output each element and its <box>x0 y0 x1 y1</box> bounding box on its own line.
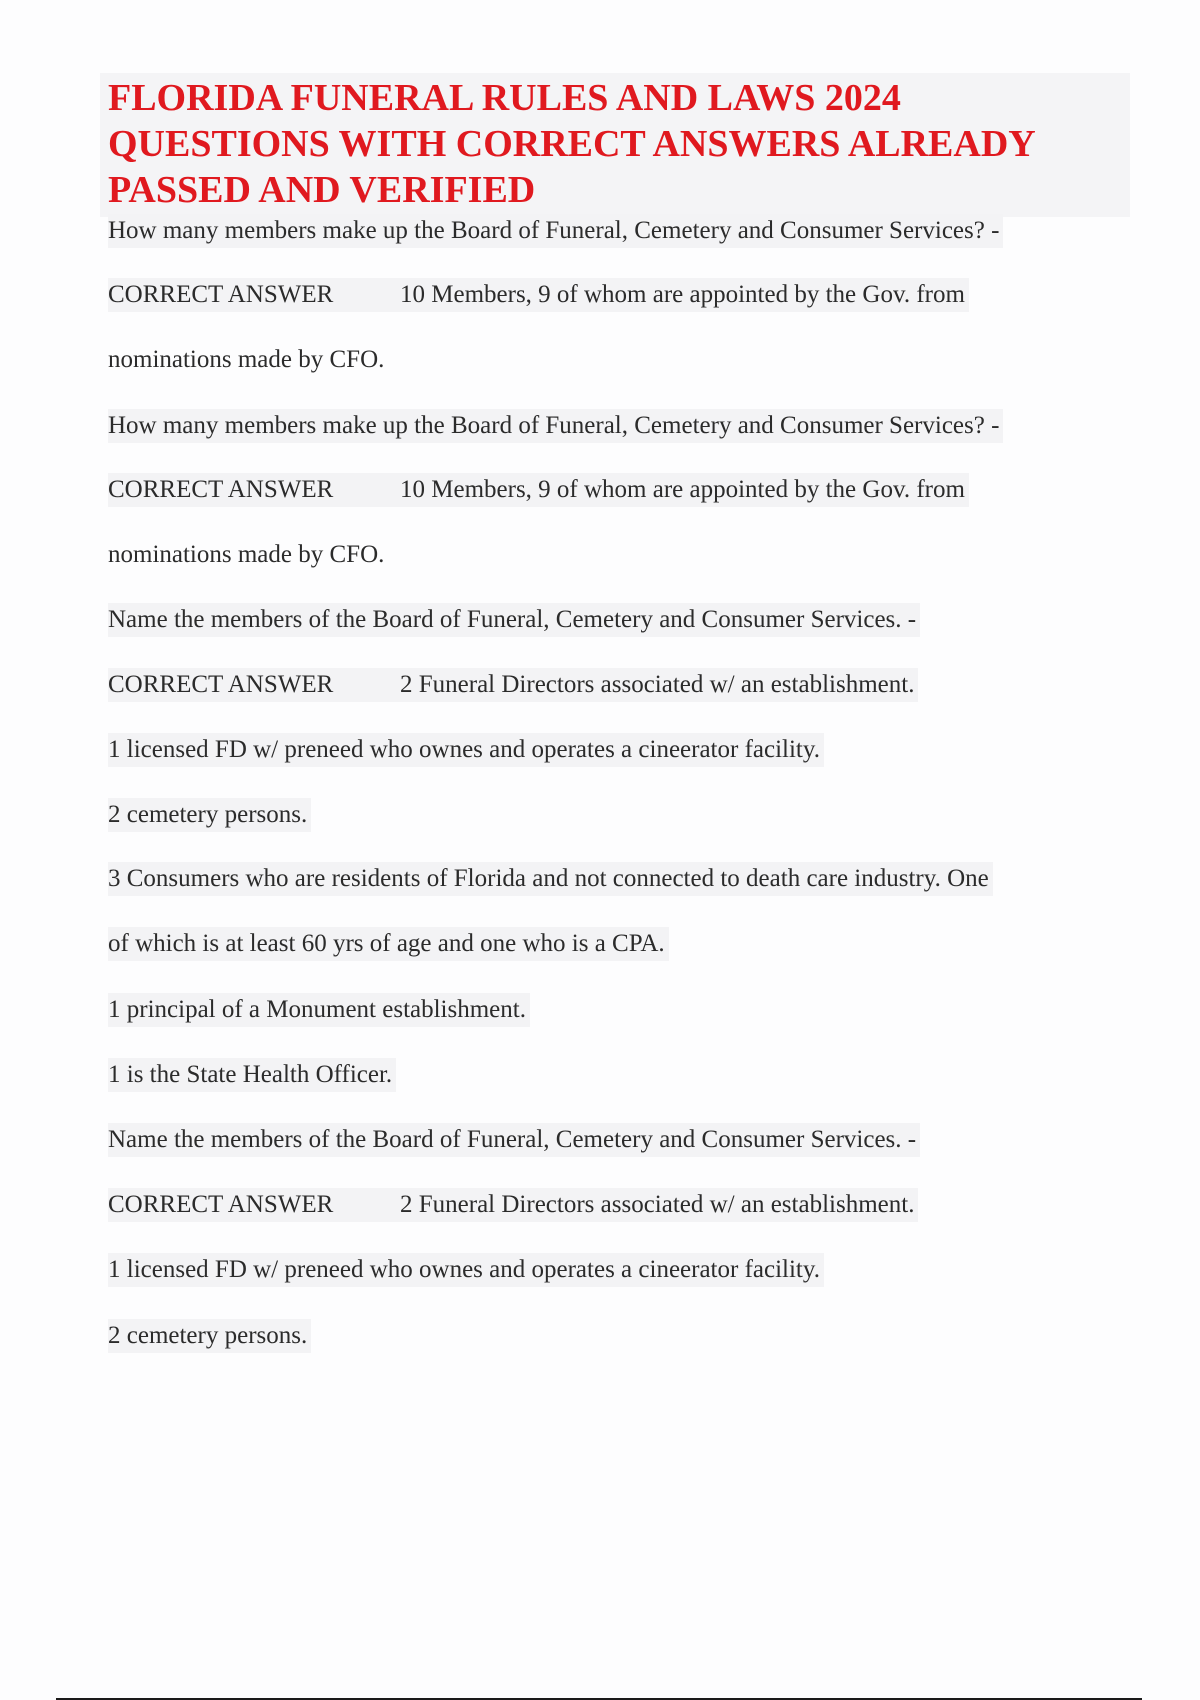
title-line: FLORIDA FUNERAL RULES AND LAWS 2024 <box>108 77 901 119</box>
correct-answer-label: CORRECT ANSWER <box>108 476 334 503</box>
title-line: QUESTIONS WITH CORRECT ANSWERS ALREADY <box>108 123 1036 165</box>
title-line: PASSED AND VERIFIED <box>108 169 536 211</box>
answer-text: 1 is the State Health Officer. <box>108 1058 396 1092</box>
answer-text: 10 Members, 9 of whom are appointed by the Gov. from <box>400 476 965 503</box>
question-text: How many members make up the Board of Funeral, Cemetery and Consumer Services? - <box>108 409 1003 443</box>
answer-text: 2 cemetery persons. <box>108 798 311 832</box>
answer-line <box>108 278 969 312</box>
answer-text: 1 licensed FD w/ preneed who ownes and operates a cineerator facility. <box>108 1253 824 1287</box>
answer-text: nominations made by CFO. <box>108 541 385 568</box>
answer-line <box>108 473 969 507</box>
correct-answer-label: CORRECT ANSWER <box>108 1191 334 1218</box>
answer-text: 2 Funeral Directors associated w/ an establishment. <box>400 1191 915 1218</box>
question-text: Name the members of the Board of Funeral, Cemetery and Consumer Services. - <box>108 1123 920 1157</box>
answer-text: 2 Funeral Directors associated w/ an establishment. <box>400 671 915 698</box>
answer-text: 10 Members, 9 of whom are appointed by the Gov. from <box>400 281 965 308</box>
answer-text: 3 Consumers who are residents of Florida and not connected to death care industry. One <box>108 862 993 896</box>
answer-text: nominations made by CFO. <box>108 346 385 373</box>
correct-answer-label: CORRECT ANSWER <box>108 281 334 308</box>
answer-text: 1 licensed FD w/ preneed who ownes and operates a cineerator facility. <box>108 733 824 767</box>
question-text: Name the members of the Board of Funeral, Cemetery and Consumer Services. - <box>108 603 920 637</box>
answer-line <box>108 1188 918 1222</box>
correct-answer-label: CORRECT ANSWER <box>108 671 334 698</box>
answer-text: 1 principal of a Monument establishment. <box>108 993 530 1027</box>
answer-text: 2 cemetery persons. <box>108 1319 311 1353</box>
answer-line <box>108 668 918 702</box>
answer-text: of which is at least 60 yrs of age and one who is a CPA. <box>108 927 669 961</box>
question-text: How many members make up the Board of Funeral, Cemetery and Consumer Services? - <box>108 214 1003 248</box>
document-title <box>100 73 1130 217</box>
